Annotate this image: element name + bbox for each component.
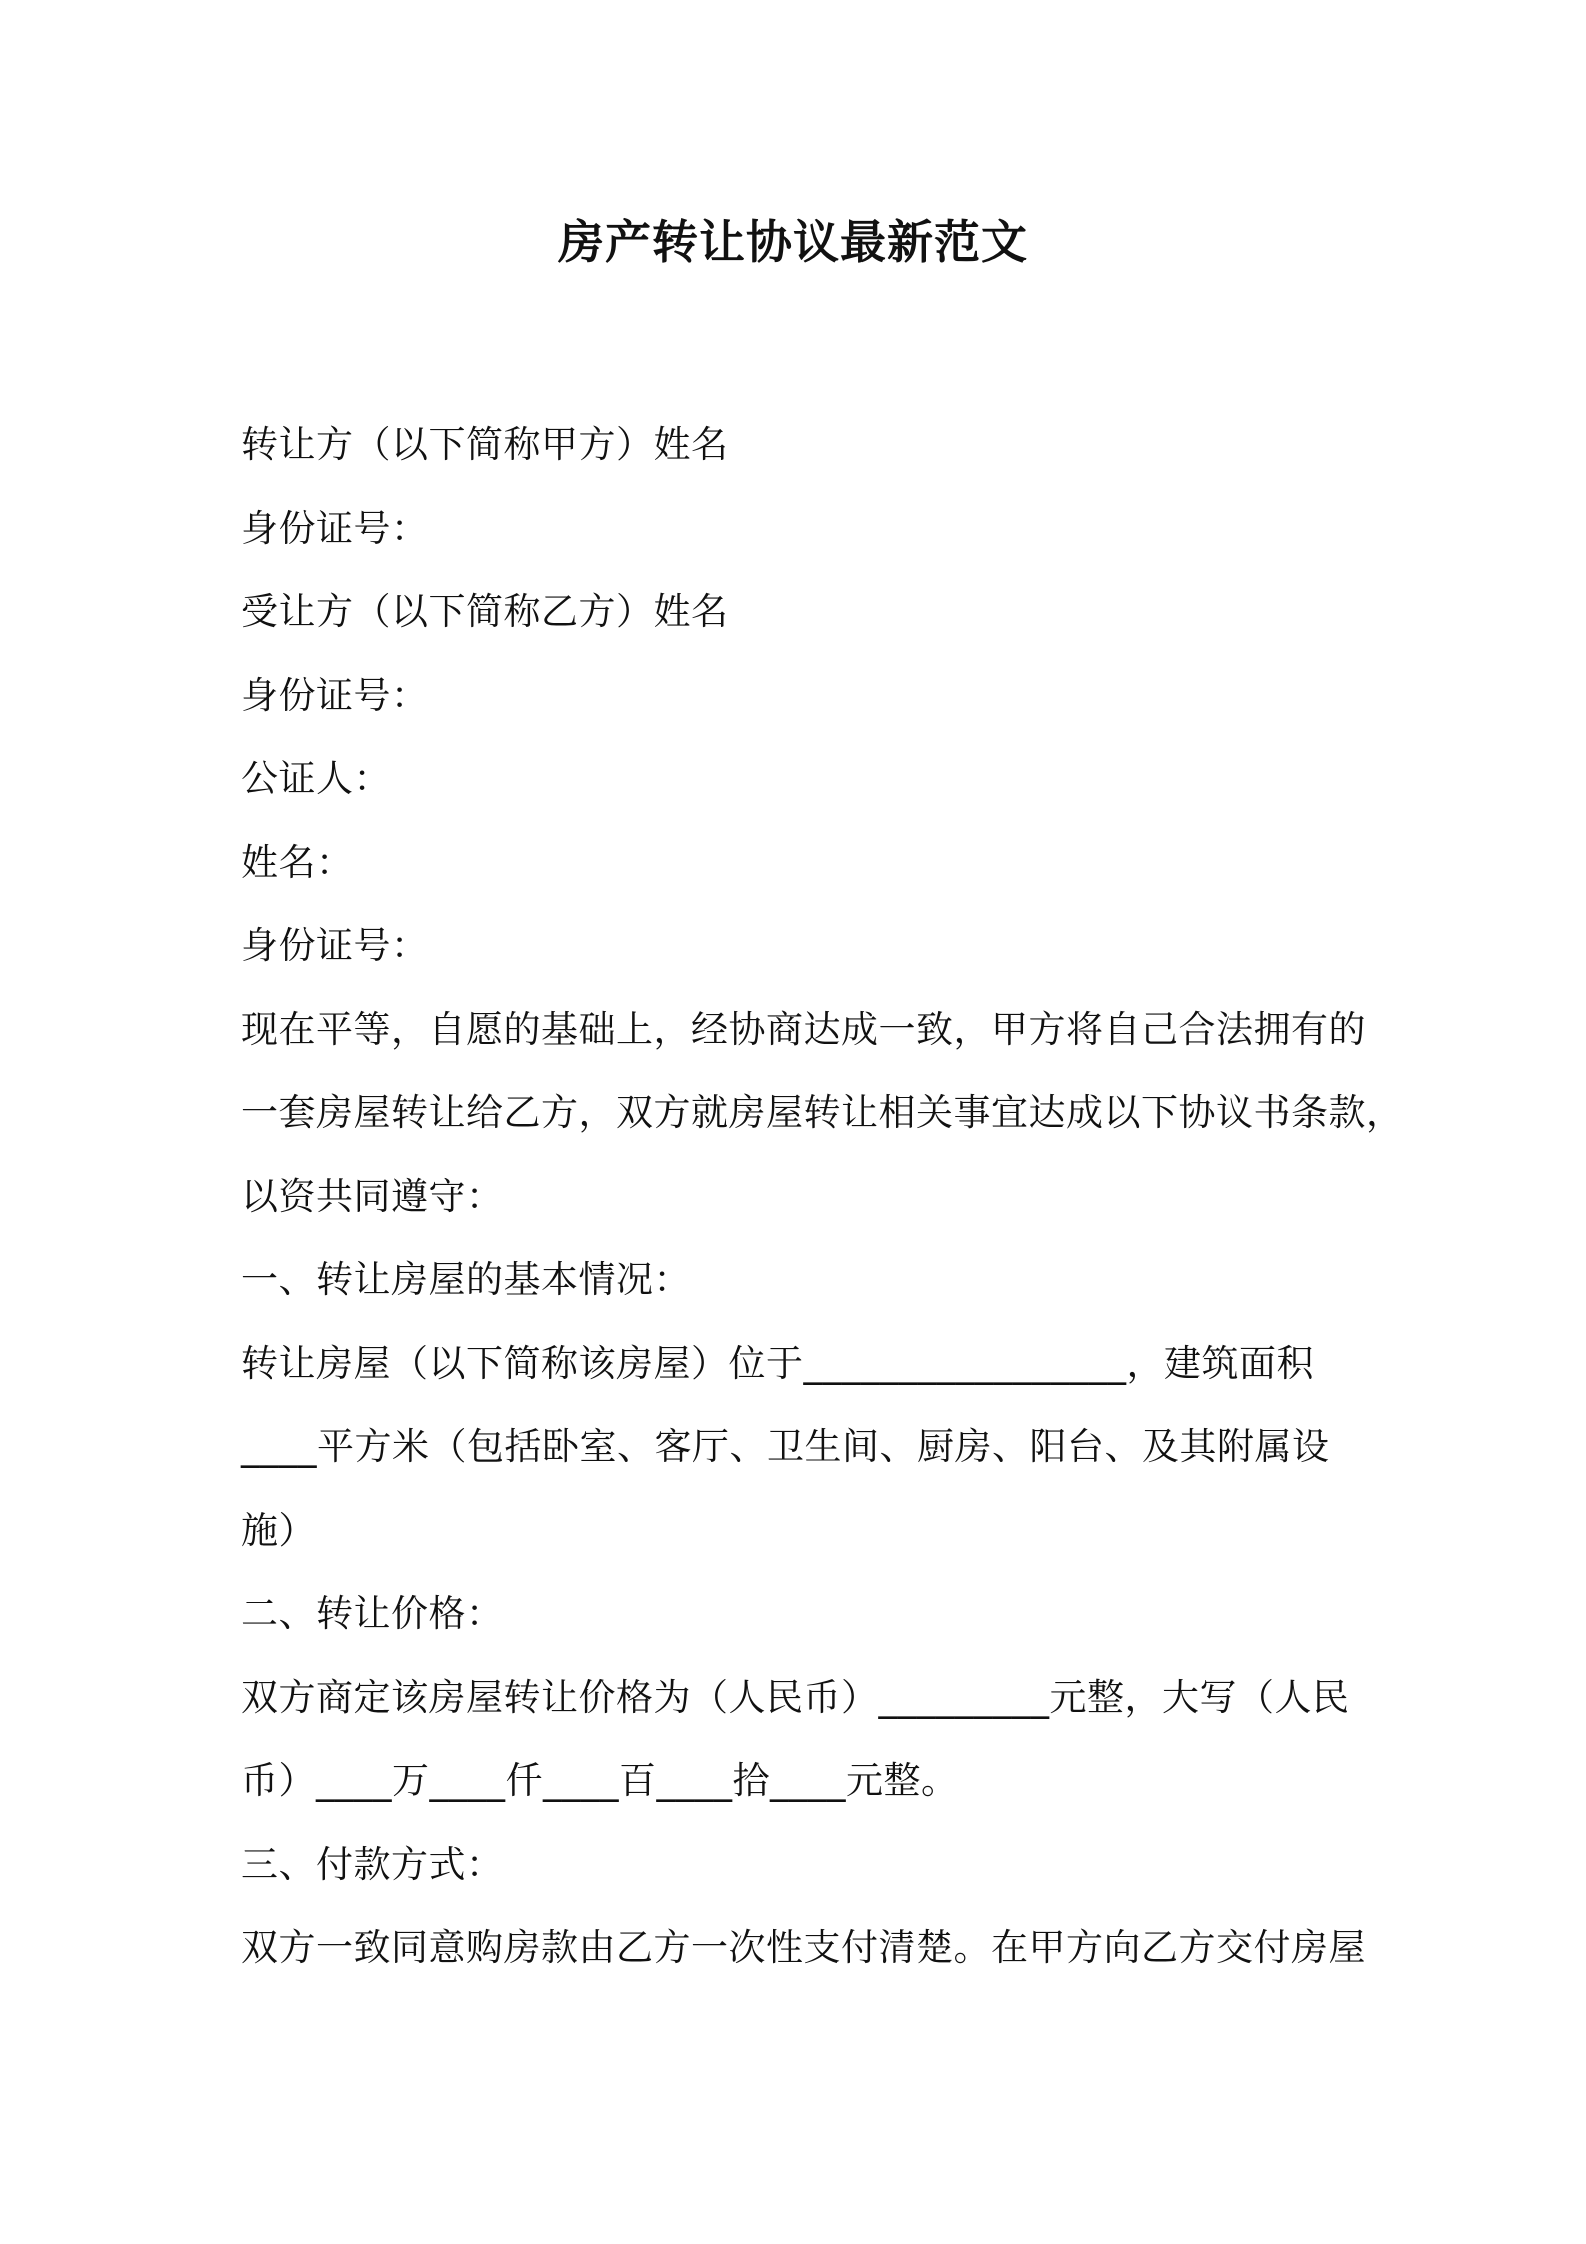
section-2-heading: 二、转让价格： [241, 1592, 504, 1635]
notary-name-line: 姓名： [241, 840, 354, 884]
section-1-heading: 一、转让房屋的基本情况： [241, 1258, 691, 1301]
section-3-heading: 三、付款方式： [241, 1842, 504, 1886]
section-1-paragraph-line-1: 转让房屋（以下简称该房屋）位于_________________，建筑面积 [241, 1341, 1314, 1385]
preamble-line-2: 一套房屋转让给乙方，双方就房屋转让相关事宜达成以下协议书条款， [241, 1091, 1404, 1134]
transferee-name-line: 受让方（以下简称乙方）姓名 [241, 590, 729, 633]
document-title: 房产转让协议最新范文 [558, 215, 1028, 269]
document-body [241, 403, 1404, 1990]
section-1-paragraph-line-2: ____平方米（包括卧室、客厅、卫生间、厨房、阳台、及其附属设 [241, 1425, 1330, 1468]
section-2-paragraph-line-1: 双方商定该房屋转让价格为（人民币）_________元整，大写（人民 [241, 1675, 1350, 1719]
notary-line: 公证人： [241, 757, 391, 800]
preamble-line-3: 以资共同遵守： [241, 1174, 504, 1218]
section-2-paragraph-line-2: 币）____万____仟____百____拾____元整。 [241, 1759, 959, 1802]
transferee-id-line: 身份证号： [241, 673, 429, 717]
section-1-paragraph-line-3: 施） [241, 1508, 316, 1552]
transferor-id-line: 身份证号： [241, 506, 429, 550]
transferor-name-line: 转让方（以下简称甲方）姓名 [241, 423, 729, 466]
section-3-paragraph-line-1: 双方一致同意购房款由乙方一次性支付清楚。在甲方向乙方交付房屋 [241, 1926, 1366, 1969]
notary-id-line: 身份证号： [241, 924, 429, 967]
preamble-line-1: 现在平等，自愿的基础上，经协商达成一致，甲方将自己合法拥有的 [241, 1007, 1366, 1051]
